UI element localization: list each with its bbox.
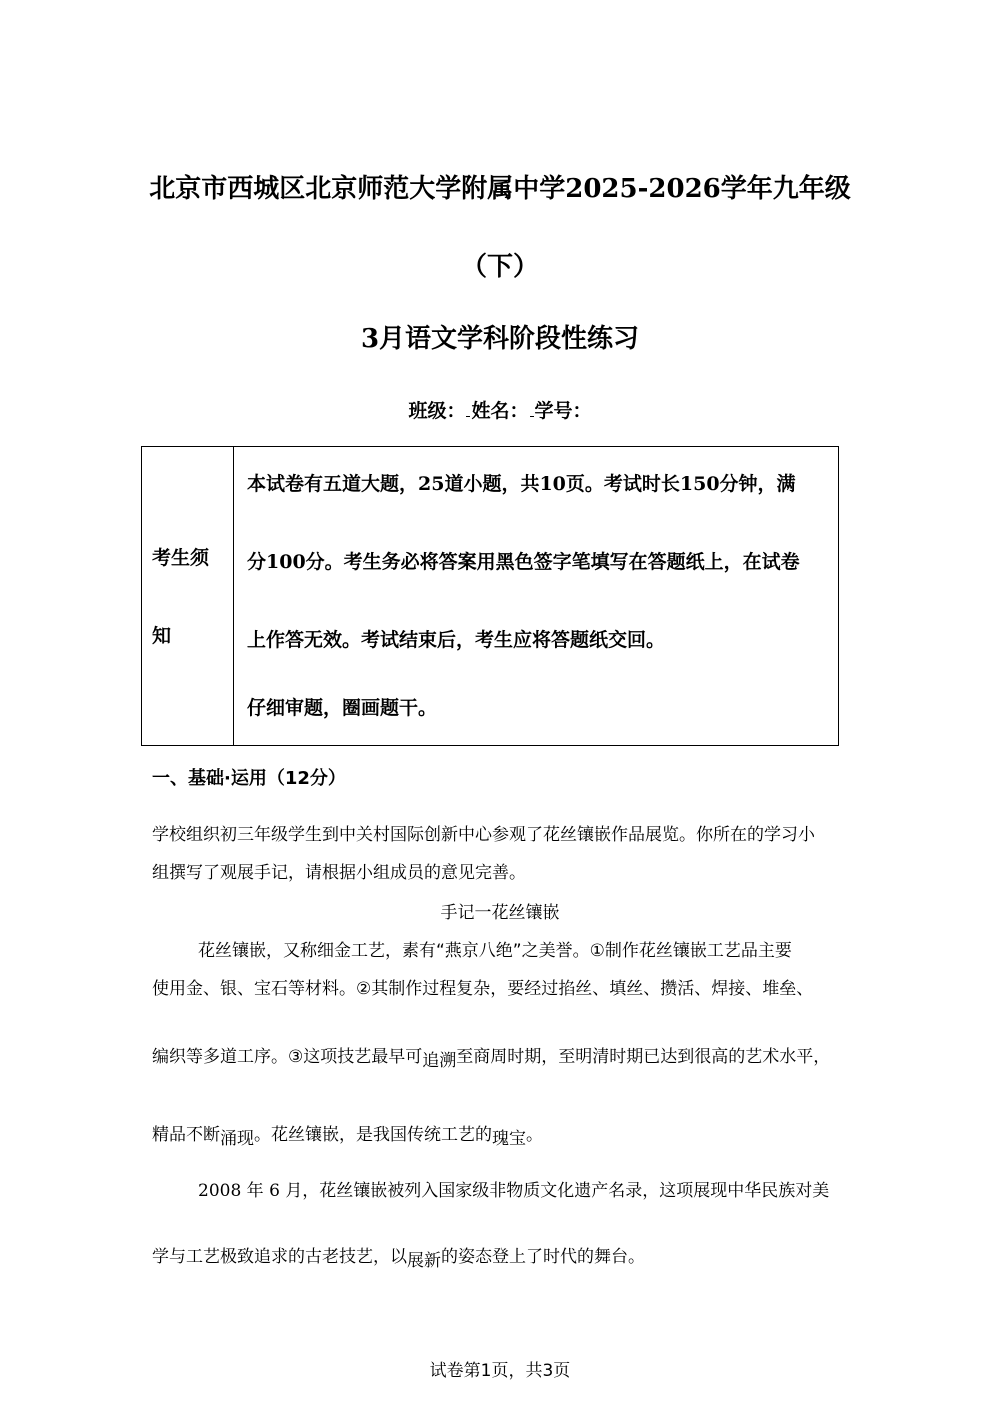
student-id-label: 学号：	[534, 400, 592, 422]
exam-notice-table	[141, 446, 839, 746]
section-heading: 一、基础·运用（12分）	[152, 768, 346, 789]
paragraph-line: 使用金、银、宝石等材料。②其制作过程复杂，要经过掐丝、填丝、攒活、焊接、堆垒、	[152, 979, 814, 999]
exam-subtitle: 3月语文学科阶段性练习	[360, 324, 640, 354]
text-segment: 。	[526, 1125, 543, 1145]
text-segment: 精品不断	[152, 1125, 220, 1145]
highlighted-word: 追溯	[422, 1051, 457, 1071]
class-blank[interactable]	[466, 402, 470, 417]
page-footer: 试卷第1页，共3页	[429, 1361, 571, 1381]
text-segment: ，是我国传统工艺的	[339, 1125, 492, 1145]
notice-header-line2: 知	[152, 625, 172, 647]
notice-line: 分100分。考生务必将答案用黑色签字笔填写在答题纸上，在试卷	[247, 551, 800, 573]
student-info-row	[0, 396, 1000, 423]
notice-line: 上作答无效。考试结束后，考生应将答题纸交回。	[247, 629, 666, 651]
text-segment: 。花丝镶嵌	[254, 1125, 339, 1145]
notice-header-line1: 考生须	[152, 547, 210, 569]
paragraph-line	[152, 1242, 645, 1271]
notes-title: 手记一花丝镶嵌	[440, 903, 560, 923]
text-segment: 学与工艺极致追求的古老技艺，以	[152, 1247, 407, 1267]
paragraph-line: 花丝镶嵌，又称细金工艺，素有“燕京八绝”之美誉。①制作花丝镶嵌工艺品主要	[198, 941, 792, 961]
exam-title-line2: （下）	[460, 252, 539, 282]
highlighted-word: 瑰宝	[492, 1129, 526, 1149]
text-segment: 的姿态登上了时代的舞台。	[441, 1247, 645, 1267]
paragraph-line	[152, 1120, 543, 1149]
highlighted-word: 涌现	[220, 1129, 254, 1149]
text-segment: 编织等多道工序。③这项技艺最早可	[152, 1047, 423, 1067]
exam-title-line1: 北京市西城区北京师范大学附属中学2025-2026学年九年级	[149, 174, 851, 204]
notice-line: 本试卷有五道大题，25道小题，共10页。考试时长150分钟，满	[247, 473, 796, 495]
highlighted-word: 展新	[407, 1251, 441, 1271]
text-segment: 年	[246, 1181, 264, 1201]
text-segment: 月，花丝镶嵌被列入国家级非物质文化遗产名录，这项展现中华民族对美	[285, 1181, 830, 1201]
notice-line: 仔细审题，圈画题干。	[247, 697, 438, 719]
name-label: 姓名：	[471, 400, 529, 422]
paragraph-line	[152, 1042, 831, 1071]
class-label: 班级：	[408, 400, 466, 422]
intro-text-line: 组撰写了观展手记，请根据小组成员的意见完善。	[152, 863, 526, 883]
text-segment: 至商周时期，至明清时期已达到很高的艺术水平，	[456, 1047, 831, 1067]
paragraph-line	[198, 1176, 829, 1201]
intro-text-line: 学校组织初三年级学生到中关村国际创新中心参观了花丝镶嵌作品展览。你所在的学习小	[152, 825, 815, 845]
month-number: 6	[269, 1181, 280, 1201]
year-number: 2008	[198, 1181, 242, 1201]
name-blank[interactable]	[530, 402, 534, 417]
notice-header-cell	[142, 447, 234, 745]
